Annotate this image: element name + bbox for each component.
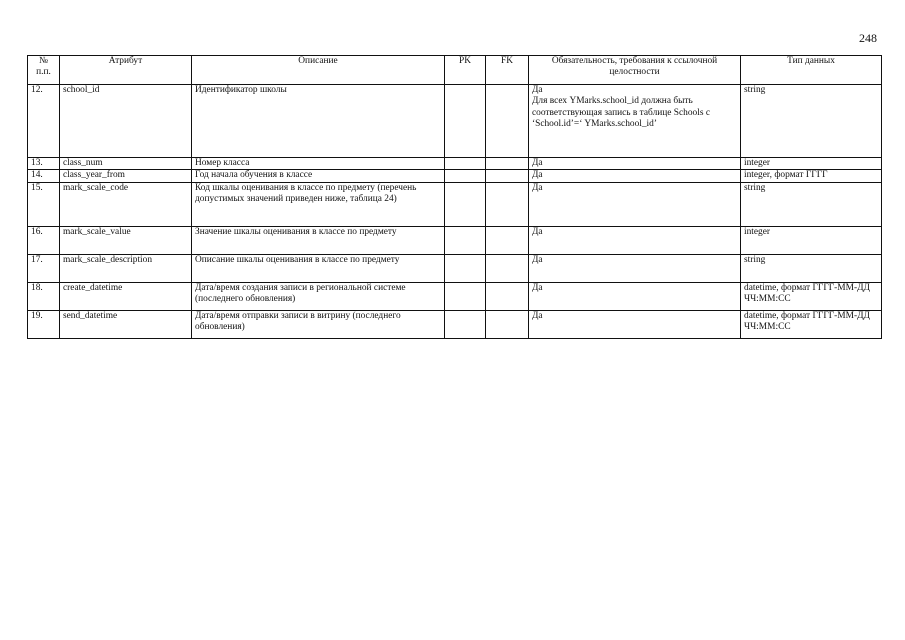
row-type: string — [741, 182, 882, 226]
header-type: Тип данных — [741, 56, 882, 85]
row-num: 15. — [28, 182, 60, 226]
row-required: Да — [532, 85, 543, 95]
table-row — [28, 182, 882, 226]
row-pk — [445, 282, 486, 310]
row-type: datetime, формат ГГГГ-ММ-ДД ЧЧ:ММ:СС — [741, 282, 882, 310]
attribute-table — [27, 55, 882, 339]
row-attribute: create_datetime — [60, 282, 192, 310]
row-attribute: send_datetime — [60, 310, 192, 338]
row-fk — [486, 170, 529, 182]
row-pk — [445, 182, 486, 226]
row-requirements — [529, 226, 741, 254]
row-requirements — [529, 282, 741, 310]
header-description: Описание — [192, 56, 445, 85]
header-attribute: Атрибут — [60, 56, 192, 85]
row-requirements — [529, 85, 741, 158]
table-row — [28, 170, 882, 182]
row-pk — [445, 158, 486, 170]
row-required: Да — [532, 310, 543, 321]
row-attribute: mark_scale_value — [60, 226, 192, 254]
table-row — [28, 254, 882, 282]
row-description: Описание шкалы оценивания в классе по предмету — [192, 254, 445, 282]
row-attribute: mark_scale_description — [60, 254, 192, 282]
table-header-row — [28, 56, 882, 85]
row-description: Год начала обучения в классе — [192, 170, 445, 182]
row-num: 13. — [28, 158, 60, 170]
row-description: Код шкалы оценивания в классе по предмету (перечень допустимых значений приведен ниже, таблица 24) — [192, 182, 445, 226]
row-type: integer — [741, 226, 882, 254]
row-fk — [486, 310, 529, 338]
row-required: Да — [532, 182, 543, 193]
row-type: string — [741, 85, 882, 158]
row-requirements — [529, 170, 741, 182]
row-required: Да — [532, 254, 543, 265]
table-row — [28, 158, 882, 170]
row-fk — [486, 226, 529, 254]
row-requirements — [529, 182, 741, 226]
row-pk — [445, 254, 486, 282]
row-requirements — [529, 158, 741, 170]
row-num: 19. — [28, 310, 60, 338]
row-requirements — [529, 310, 741, 338]
table-row — [28, 226, 882, 254]
row-num: 12. — [28, 85, 60, 158]
row-attribute: mark_scale_code — [60, 182, 192, 226]
header-num: № п.п. — [28, 56, 60, 85]
row-num: 17. — [28, 254, 60, 282]
header-requirements: Обязательность, требования к ссылочной целостности — [529, 56, 741, 85]
page-number: 248 — [859, 31, 877, 45]
row-type: string — [741, 254, 882, 282]
table-row — [28, 310, 882, 338]
table-row — [28, 85, 882, 158]
row-type: datetime, формат ГГГГ-ММ-ДД ЧЧ:ММ:СС — [741, 310, 882, 338]
row-type: integer, формат ГГГГ — [741, 170, 882, 182]
row-description: Дата/время отправки записи в витрину (последнего обновления) — [192, 310, 445, 338]
row-num: 18. — [28, 282, 60, 310]
row-fk — [486, 85, 529, 158]
row-required: Да — [532, 226, 543, 237]
table-row — [28, 282, 882, 310]
header-pk: PK — [445, 56, 486, 85]
row-num: 14. — [28, 170, 60, 182]
row-attribute: class_num — [60, 158, 192, 170]
row-type: integer — [741, 158, 882, 170]
row-fk — [486, 282, 529, 310]
row-pk — [445, 310, 486, 338]
row-fk — [486, 158, 529, 170]
row-attribute: class_year_from — [60, 170, 192, 182]
row-description: Значение шкалы оценивания в классе по предмету — [192, 226, 445, 254]
header-fk: FK — [486, 56, 529, 85]
row-fk — [486, 182, 529, 226]
row-fk — [486, 254, 529, 282]
row-description: Идентификатор школы — [192, 85, 445, 158]
row-requirement-note: Для всех YMarks.school_id должна быть соответствующая запись в таблице Schools с ‘School.id’=‘ YMarks.school_id’ — [532, 96, 710, 130]
row-pk — [445, 226, 486, 254]
row-num: 16. — [28, 226, 60, 254]
row-description: Дата/время создания записи в региональной системе (последнего обновления) — [192, 282, 445, 310]
row-required: Да — [532, 158, 543, 168]
row-pk — [445, 170, 486, 182]
row-requirements — [529, 254, 741, 282]
row-attribute: school_id — [60, 85, 192, 158]
row-pk — [445, 85, 486, 158]
row-required: Да — [532, 282, 543, 293]
row-description: Номер класса — [192, 158, 445, 170]
row-required: Да — [532, 170, 543, 181]
